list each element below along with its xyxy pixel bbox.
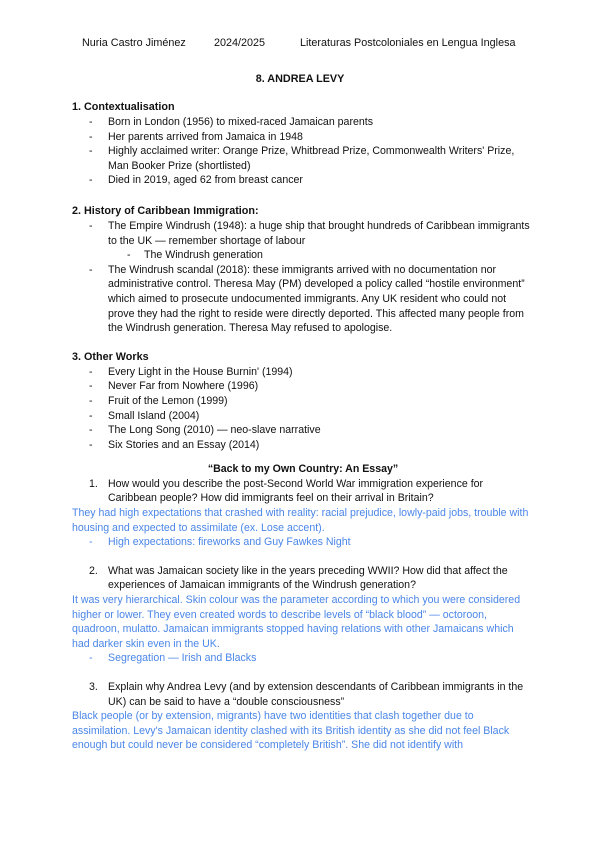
question-number: 1. — [89, 477, 98, 490]
contextualisation-list — [72, 115, 534, 188]
list-item: - The Windrush scandal (2018): these immigrants arrived with no documentation nor administrative control. Theresa May (PM) developed a policy called “hostile environment” which aimed to prosecute undocumented immigrants. Any UK resident who could not prove they had the right to reside were directly deported. This affected many people from the Windrush generation. Theresa May refused to apologise. — [72, 263, 534, 336]
list-item: - Never Far from Nowhere (1996) — [72, 379, 534, 394]
list-item: - The Empire Windrush (1948): a huge ship that brought hundreds of Caribbean immigrants to the UK — remember shortage of labour — [72, 219, 534, 248]
page-header — [0, 36, 600, 52]
answer-text: Black people (or by extension, migrants) have two identities that clash together due to assimilation. Levy's Jamaican identity clashed with its British identity as she did not feel Black enough but could never be considered “completely British”. She did not identify with — [72, 710, 510, 752]
section-heading-contextualisation: 1. Contextualisation — [72, 101, 175, 113]
list-item: - The Long Song (2010) — neo-slave narrative — [72, 423, 534, 438]
history-sublist — [72, 248, 534, 263]
list-item: - Highly acclaimed writer: Orange Prize, Whitbread Prize, Commonwealth Writers' Prize, Man Booker Prize (shortlisted) — [72, 144, 534, 173]
sub-list-item: - The Windrush generation — [72, 248, 534, 263]
list-item: - Small Island (2004) — [72, 409, 534, 424]
answer-bullets — [72, 651, 534, 666]
header-author: Nuria Castro Jiménez — [82, 37, 186, 49]
essay-question-list — [72, 680, 534, 709]
document-body — [72, 100, 534, 753]
essay-question — [72, 680, 534, 709]
question-number: 3. — [89, 681, 98, 693]
question-number: 2. — [89, 564, 98, 577]
section-heading-works: 3. Other Works — [72, 350, 149, 363]
essay-title: “Back to my Own Country: An Essay” — [207, 463, 399, 476]
answer-text: They had high expectations that crashed with reality: racial prejudice, lowly-paid jobs, trouble with housing and expected to assimilate (ex. Lose accent). — [72, 507, 529, 534]
answer-bullet: - Segregation — Irish and Blacks — [72, 651, 534, 666]
list-item: - Born in London (1956) to mixed-raced Jamaican parents — [72, 115, 534, 130]
list-item: - Died in 2019, aged 62 from breast cancer — [72, 173, 534, 188]
answer-bullet: - High expectations: fireworks and Guy Fawkes Night — [72, 535, 534, 550]
section-heading-history: 2. History of Caribbean Immigration: — [72, 204, 259, 217]
question-text: Explain why Andrea Levy (and by extension descendants of Caribbean immigrants in the UK) can be said to have a “double consciousness” — [108, 681, 524, 708]
header-course: Literaturas Postcoloniales en Lengua Inglesa — [300, 37, 516, 49]
works-list — [72, 365, 534, 453]
essay-question-list — [72, 477, 534, 506]
history-list-2 — [72, 263, 534, 336]
essay-question — [72, 477, 534, 506]
answer-bullets — [72, 535, 534, 550]
essay-question-list — [72, 564, 534, 593]
answer-text: It was very hierarchical. Skin colour was the parameter according to which you were considered higher or lower. They even created words to describe levels of “black blood” — octoroon, quadroon, mulatto. Jamaican immigrants stopped having relations with other Jamaicans which had darker skin even in the UK. — [72, 594, 521, 650]
header-year: 2024/2025 — [214, 37, 266, 49]
question-text: What was Jamaican society like in the years preceding WWII? How did that affect the experiences of Jamaican immigrants of the Windrush generation? — [108, 564, 508, 592]
question-text: How would you describe the post-Second World War immigration experience for Caribbean people? How did immigrants feel on their arrival in Britain? — [108, 477, 484, 505]
essay-question — [72, 564, 534, 593]
list-item: - Her parents arrived from Jamaica in 1948 — [72, 130, 534, 145]
list-item: - Six Stories and an Essay (2014) — [72, 438, 534, 453]
list-item: - Fruit of the Lemon (1999) — [72, 394, 534, 409]
history-list — [72, 219, 534, 248]
list-item: - Every Light in the House Burnin' (1994) — [72, 365, 534, 380]
page-title: 8. ANDREA LEVY — [255, 73, 345, 85]
